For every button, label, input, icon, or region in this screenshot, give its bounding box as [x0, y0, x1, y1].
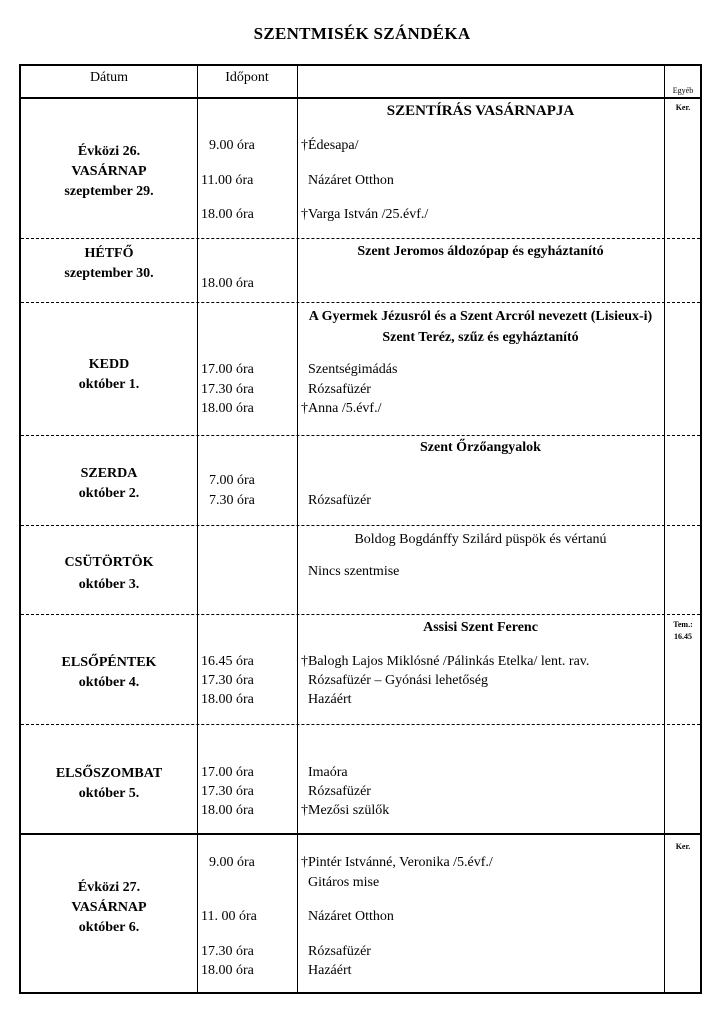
day-name: SZERDA — [80, 466, 138, 481]
mass-intentions-table — [19, 64, 702, 994]
day-date: október 2. — [78, 486, 140, 501]
day-date: október 5. — [78, 786, 140, 801]
row-day-label — [21, 464, 197, 504]
mass-time: 17.30 óra — [201, 382, 254, 397]
row-day-label — [21, 244, 197, 284]
day-date: október 3. — [78, 577, 140, 592]
mass-time: 17.00 óra — [201, 765, 254, 780]
mass-time: 11. 00 óra — [201, 909, 257, 924]
mass-intention: Szentségimádás — [308, 362, 398, 377]
day-name: ELSŐPÉNTEK — [61, 655, 157, 670]
page-title: SZENTMISÉK SZÁNDÉKA — [253, 24, 471, 43]
mass-time: 18.00 óra — [201, 207, 254, 222]
day-name: CSÜTÖRTÖK — [64, 555, 154, 570]
row-divider — [21, 238, 700, 239]
feast-title: Szent Jeromos áldozópap és egyháztanító — [357, 244, 604, 259]
feast-title: A Gyermek Jézusról és a Szent Arcról nevezett (Lisieux-i) Szent Teréz, szűz és egyháztanító — [308, 309, 653, 345]
mass-intention: †Édesapa/ — [301, 138, 359, 153]
day-name: VASÁRNAP — [71, 164, 147, 179]
mass-intention: †Mezősi szülők — [301, 803, 390, 818]
day-name: Évközi 26. — [77, 144, 141, 159]
day-name: KEDD — [88, 357, 130, 372]
other-note: Ker. — [675, 842, 691, 851]
row-day-label — [21, 355, 197, 395]
column-divider — [664, 66, 665, 992]
day-name: HÉTFŐ — [84, 246, 134, 261]
row-divider — [21, 525, 700, 526]
mass-time: 18.00 óra — [201, 692, 254, 707]
mass-intention: Nincs szentmise — [308, 564, 400, 579]
mass-intention: Hazáért — [308, 963, 352, 978]
row-day-label — [21, 142, 197, 202]
row-day-label — [21, 764, 197, 804]
mass-intention: Rózsafüzér — [308, 493, 371, 508]
day-name: VASÁRNAP — [71, 900, 147, 915]
mass-time: 7.00 óra — [209, 473, 255, 488]
mass-time: 17.00 óra — [201, 362, 254, 377]
mass-intention: Rózsafüzér – Gyónási lehetőség — [308, 673, 488, 688]
row-divider — [21, 302, 700, 303]
row-divider — [21, 833, 700, 835]
mass-intention: Imaóra — [308, 765, 348, 780]
mass-time: 7.30 óra — [209, 493, 255, 508]
mass-intention: Hazáért — [308, 692, 352, 707]
column-divider — [197, 66, 198, 992]
mass-intention: †Pintér Istvánné, Veronika /5.évf./ — [301, 855, 493, 870]
feast-title: SZENTÍRÁS VASÁRNAPJA — [386, 103, 575, 119]
day-date: október 1. — [78, 377, 140, 392]
mass-time: 9.00 óra — [209, 138, 255, 153]
mass-time: 18.00 óra — [201, 963, 254, 978]
mass-time: 9.00 óra — [209, 855, 255, 870]
mass-intention: Názáret Otthon — [308, 909, 394, 924]
mass-intention: †Varga István /25.évf./ — [301, 207, 429, 222]
mass-time: 11.00 óra — [201, 173, 254, 188]
mass-intention: Názáret Otthon — [308, 173, 394, 188]
feast-title: Szent Őrzőangyalok — [420, 440, 541, 455]
mass-time: 17.30 óra — [201, 784, 254, 799]
day-date: október 6. — [78, 920, 140, 935]
mass-time: 18.00 óra — [201, 401, 254, 416]
mass-intention: †Balogh Lajos Miklósné /Pálinkás Etelka/ lent. rav. — [301, 654, 590, 669]
row-day-label — [21, 653, 197, 693]
row-divider — [21, 435, 700, 436]
row-day-label — [21, 552, 197, 596]
row-day-label — [21, 878, 197, 938]
header-divider — [21, 97, 700, 99]
feast-title: Assisi Szent Ferenc — [423, 620, 538, 635]
day-date: szeptember 29. — [64, 184, 154, 199]
feast-title: Boldog Bogdánffy Szilárd püspök és vértanú — [354, 532, 607, 547]
day-name: ELSŐSZOMBAT — [55, 766, 163, 781]
day-date: szeptember 30. — [64, 266, 154, 281]
row-divider — [21, 614, 700, 615]
mass-intention: Rózsafüzér — [308, 784, 371, 799]
mass-time: 18.00 óra — [201, 803, 254, 818]
other-note: Tem.: 16.45 — [673, 620, 693, 641]
header-other: Egyéb — [672, 86, 694, 95]
mass-intention: Gitáros mise — [308, 875, 380, 890]
mass-time: 17.30 óra — [201, 673, 254, 688]
other-note: Ker. — [675, 103, 691, 112]
header-date: Dátum — [89, 70, 129, 85]
mass-time: 17.30 óra — [201, 944, 254, 959]
day-date: október 4. — [78, 675, 140, 690]
mass-intention: Rózsafüzér — [308, 382, 371, 397]
mass-intention: †Anna /5.évf./ — [301, 401, 382, 416]
mass-time: 18.00 óra — [201, 276, 254, 291]
day-name: Évközi 27. — [77, 880, 141, 895]
row-divider — [21, 724, 700, 725]
mass-intention: Rózsafüzér — [308, 944, 371, 959]
header-time: Időpont — [225, 70, 269, 85]
mass-time: 16.45 óra — [201, 654, 254, 669]
